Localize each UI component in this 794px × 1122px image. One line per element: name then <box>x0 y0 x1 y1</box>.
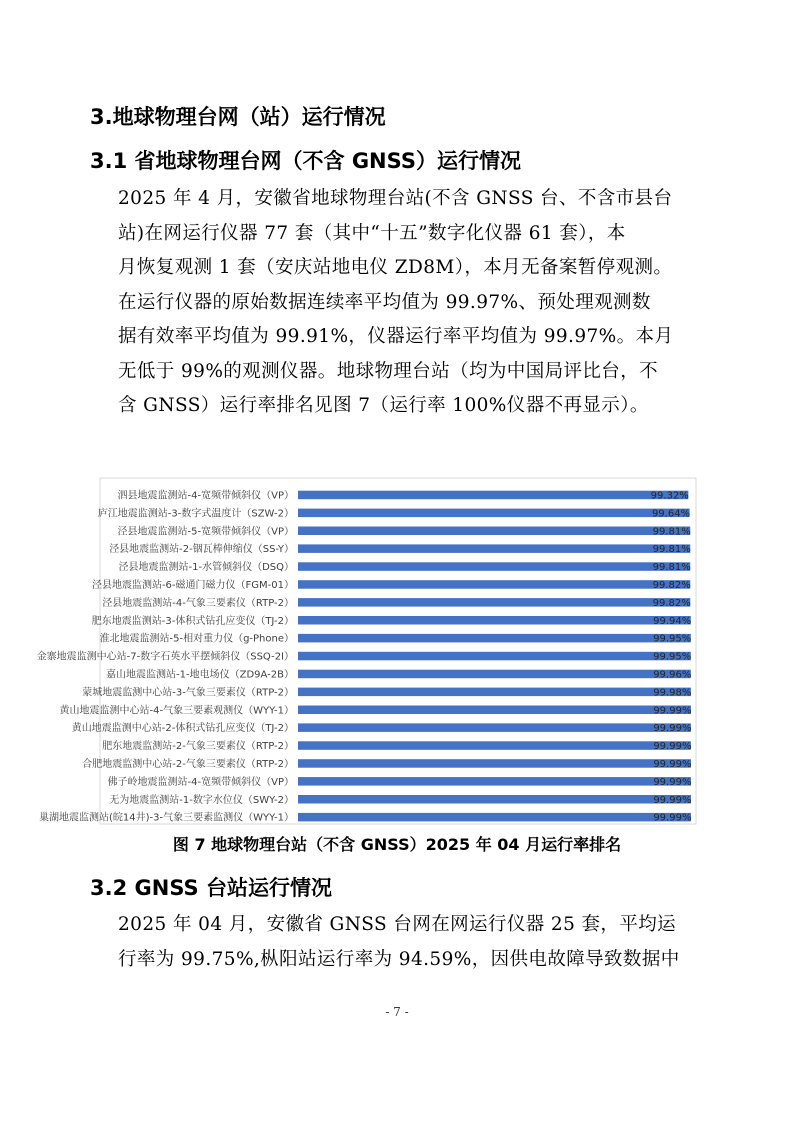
bar <box>298 706 691 715</box>
category-label: 蒙城地震监测中心站-3-气象三要素仪（RTP-2） <box>82 687 294 699</box>
value-label: 99.82% <box>652 597 691 609</box>
value-label: 99.81% <box>652 562 691 574</box>
value-label: 99.98% <box>653 687 692 699</box>
category-label: 合肥地震监测中心站-2-气象三要素仪（RTP-2） <box>82 758 294 770</box>
bar <box>298 598 690 607</box>
paragraph-line: 无低于 99%的观测仪器。地球物理台站（均为中国局评比台，不 <box>118 360 659 382</box>
category-label: 泾县地震监测站-2-铟瓦棒伸缩仪（SS-Y） <box>109 544 294 556</box>
value-label: 99.32% <box>650 490 689 502</box>
bar <box>298 562 691 574</box>
bar <box>298 544 691 556</box>
section-heading-3-1: 3.1 省地球物理台网（不含 GNSS）运行情况 <box>90 149 521 173</box>
paragraph-line: 月恢复观测 1 套（安庆站地电仪 ZD8M），本月无备案暂停观测。 <box>118 257 673 278</box>
section-heading-3-2: 3.2 GNSS 台站运行情况 <box>90 876 332 900</box>
paragraph-line: 2025 年 04 月，安徽省 GNSS 台网在网运行仪器 25 套，平均运 <box>118 914 677 935</box>
bar <box>298 813 691 822</box>
paragraph-line: 行率为 99.75%,枞阳站运行率为 94.59%，因供电故障导致数据中 <box>118 948 680 970</box>
bar <box>298 723 692 735</box>
category-label: 淮北地震监测站-5-相对重力仪（g-Phone） <box>99 633 294 645</box>
bar <box>298 777 691 786</box>
category-label: 金寨地震监测中心站-7-数字石英水平摆倾斜仪（SSQ-2I） <box>36 651 294 663</box>
section-heading-3: 3.地球物理台网（站）运行情况 <box>90 105 386 129</box>
category-label: 泾县地震监测站-1-水管倾斜仪（DSQ） <box>118 562 294 574</box>
bar <box>298 616 691 625</box>
value-label: 99.99% <box>653 794 692 806</box>
bar <box>298 580 690 589</box>
bar <box>298 634 691 643</box>
value-label: 99.96% <box>653 669 692 681</box>
operation-rate-bar-chart <box>36 478 696 824</box>
page-number: - 7 - <box>385 1005 409 1019</box>
paragraph-3-2 <box>118 908 704 977</box>
category-label: 庐江地震监测站-3-数字式温度计（SZW-2） <box>97 508 294 520</box>
paragraph-line: 据有效率平均值为 99.91%，仪器运行率平均值为 99.97%。本月 <box>118 326 674 347</box>
category-label: 无为地震监测站-1-数字水位仪（SWY-2） <box>109 794 294 806</box>
category-label: 巢湖地震监测站(皖14井)-3-气象三要素监测仪（WYY-1） <box>39 812 294 824</box>
category-label: 肥东地震监测站-3-体积式钻孔应变仪（TJ-2） <box>91 615 294 627</box>
paragraph-line: 含 GNSS）运行率排名见图 7（运行率 100%仪器不再显示）。 <box>118 395 649 416</box>
category-label: 泗县地震监测站-4-宽频带倾斜仪（VP） <box>117 490 294 502</box>
bar <box>298 491 688 500</box>
category-label: 肥东地震监测站-2-气象三要素仪（RTP-2） <box>102 741 294 753</box>
bar <box>298 527 690 536</box>
bar <box>298 652 691 661</box>
figure-caption: 图 7 地球物理台站（不含 GNSS）2025 年 04 月运行率排名 <box>172 835 622 854</box>
value-label: 99.81% <box>652 526 691 538</box>
paragraph-line: 在运行仪器的原始数据连续率平均值为 99.97%、预处理观测数 <box>118 291 651 313</box>
category-label: 黄山地震监测中心站-4-气象三要素观测仪（WYY-1） <box>59 705 294 717</box>
category-label: 泾县地震监测站-5-宽频带倾斜仪（VP） <box>117 526 294 538</box>
value-label: 99.64% <box>651 508 691 520</box>
value-label: 99.95% <box>653 651 692 663</box>
value-label: 99.99% <box>653 812 692 824</box>
value-label: 99.99% <box>653 776 692 788</box>
value-label: 99.81% <box>652 544 691 556</box>
category-label: 佛子岭地震监测站-4-宽频带倾斜仪（VP） <box>107 776 294 788</box>
value-label: 99.99% <box>653 741 692 753</box>
bar <box>298 759 691 768</box>
bar <box>298 795 691 804</box>
value-label: 99.82% <box>652 579 691 591</box>
value-label: 99.99% <box>653 705 692 717</box>
bar <box>298 670 691 679</box>
bar <box>298 741 692 753</box>
category-label: 黄山地震监测中心站-2-体积式钻孔应变仪（TJ-2） <box>71 723 294 735</box>
category-label: 嘉山地震监测站-1-地电场仪（ZD9A-2B） <box>106 669 294 681</box>
value-label: 99.95% <box>653 633 692 645</box>
value-label: 99.94% <box>653 615 692 627</box>
paragraph-line: 2025 年 4 月，安徽省地球物理台站(不含 GNSS 台、不含市县台 <box>118 188 673 209</box>
paragraph-line: 站)在网运行仪器 77 套（其中“十五”数字化仪器 61 套），本 <box>118 222 626 244</box>
value-label: 99.99% <box>653 758 692 770</box>
value-label: 99.99% <box>653 723 692 735</box>
bar <box>298 688 691 697</box>
category-label: 泾县地震监测站-4-气象三要素仪（RTP-2） <box>102 597 294 609</box>
paragraph-3-1 <box>118 182 704 424</box>
category-label: 泾县地震监测站-6-磁通门磁力仪（FGM-01） <box>91 579 294 591</box>
bar <box>298 508 691 520</box>
